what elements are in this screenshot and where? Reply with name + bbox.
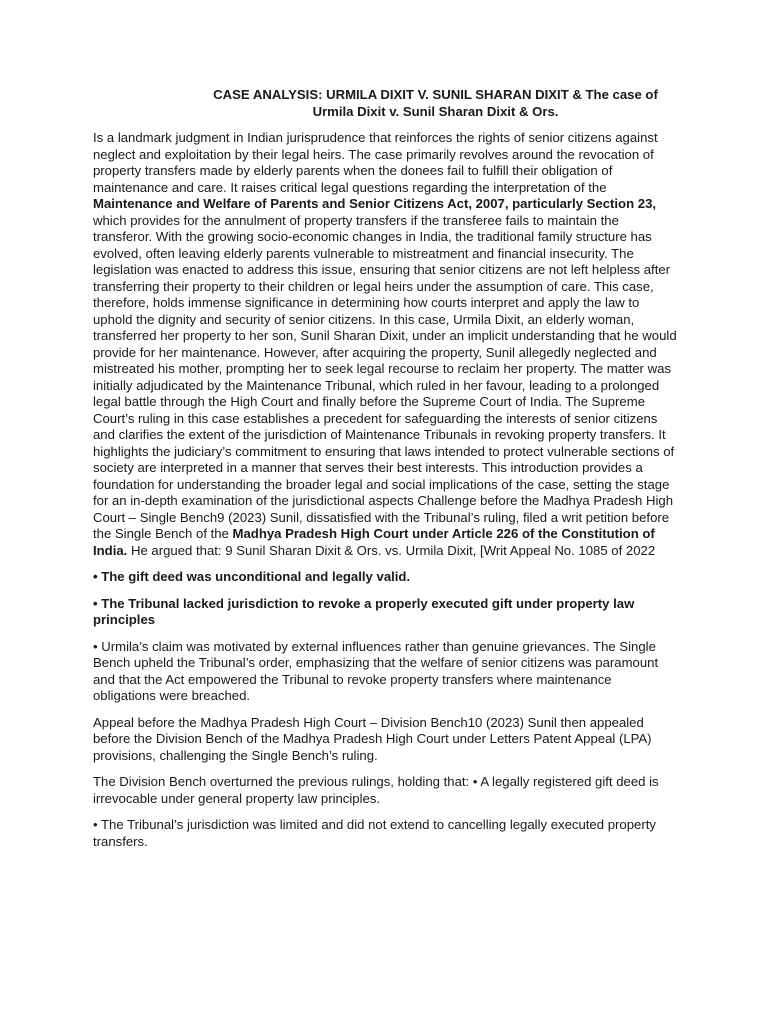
intro-bold-act: Maintenance and Welfare of Parents and Senior Citizens Act, 2007, particularly Section 23,	[93, 196, 657, 211]
document-title	[193, 87, 678, 120]
paragraph-division-appeal: Appeal before the Madhya Pradesh High Court – Division Bench10 (2023) Sunil then appealed before the Division Bench of the Madhya Pradesh High Court under Letters Patent Appeal (LPA) provisions, challenging the Single Bench’s ruling.	[93, 714, 652, 763]
bullet-gift-deed: • The gift deed was unconditional and legally valid.	[93, 569, 411, 584]
paragraph-single-bench: • Urmila’s claim was motivated by external influences rather than genuine grievances. The Single Bench upheld the Tribunal’s order, emphasizing that the welfare of senior citizens was paramount and that the Act empowered the Tribunal to revoke property transfers where maintenance obligations were breached.	[93, 638, 659, 703]
title-line-2: Urmila Dixit v. Sunil Sharan Dixit & Ors.	[312, 103, 559, 119]
intro-text-3: He argued that: 9 Sunil Sharan Dixit & Ors. vs. Urmila Dixit, [Writ Appeal No. 1085 of 2022	[127, 542, 656, 558]
paragraph-tribunal-limited: • The Tribunal’s jurisdiction was limited and did not extend to cancelling legally executed property transfers.	[93, 817, 656, 849]
title-line-1: CASE ANALYSIS: URMILA DIXIT V. SUNIL SHARAN DIXIT & The case of	[213, 87, 658, 102]
paragraph-division-overturn: The Division Bench overturned the previous rulings, holding that: • A legally registered gift deed is irrevocable under general property law principles.	[93, 774, 659, 806]
intro-text-2: which provides for the annulment of property transfers if the transferee fails to maintain the transferor. With the growing socio-economic changes in India, the traditional family structure has evolved, often leaving elderly parents vulnerable to mistreatment and financial insecurity. The legislation was enacted to address this issue, ensuring that senior citizens are not left helpless after transferring their property to their children or legal heirs under the assumption of care. This case, therefore, holds immense significance in determining how courts interpret and apply the law to uphold the dignity and security of senior citizens. In this case, Urmila Dixit, an elderly woman, transferred her property to her son, Sunil Sharan Dixit, under an implicit understanding that he would provide for her maintenance. However, after acquiring the property, Sunil allegedly neglected and mistreated his mother, prompting her to seek legal recourse to reclaim her property. The matter was initially adjudicated by the Maintenance Tribunal, which ruled in her favour, leading to a prolonged legal battle through the High Court and finally before the Supreme Court of India. The Supreme Court’s ruling in this case establishes a precedent for safeguarding the interests of senior citizens and clarifies the extent of the jurisdiction of Maintenance Tribunals in revoking property transfers. It highlights the judiciary’s commitment to ensuring that laws intended to protect vulnerable sections of society are interpreted in a manner that serves their best interests. This introduction provides a foundation for understanding the broader legal and social implications of the case, setting the stage for an in-depth examination of the jurisdictional aspects Challenge before the Madhya Pradesh High Court – Single Bench9 (2023) Sunil, dissatisfied with the Tribunal’s ruling, filed a writ petition before the Single Bench of the	[93, 212, 677, 541]
intro-paragraph	[93, 130, 678, 559]
intro-text-1: Is a landmark judgment in Indian jurisprudence that reinforces the rights of senior citizens against neglect and exploitation by their legal heirs. The case primarily revolves around the revocation of property transfers made by elderly parents when the donees fail to fulfill their obligation of maintenance and care. It raises critical legal questions regarding the interpretation of the	[93, 130, 658, 195]
intro-bold-article: Madhya Pradesh High Court under Article 226 of the Constitution of India.	[93, 526, 655, 558]
bullet-tribunal-jurisdiction: • The Tribunal lacked jurisdiction to revoke a properly executed gift under property law principles	[93, 595, 635, 627]
